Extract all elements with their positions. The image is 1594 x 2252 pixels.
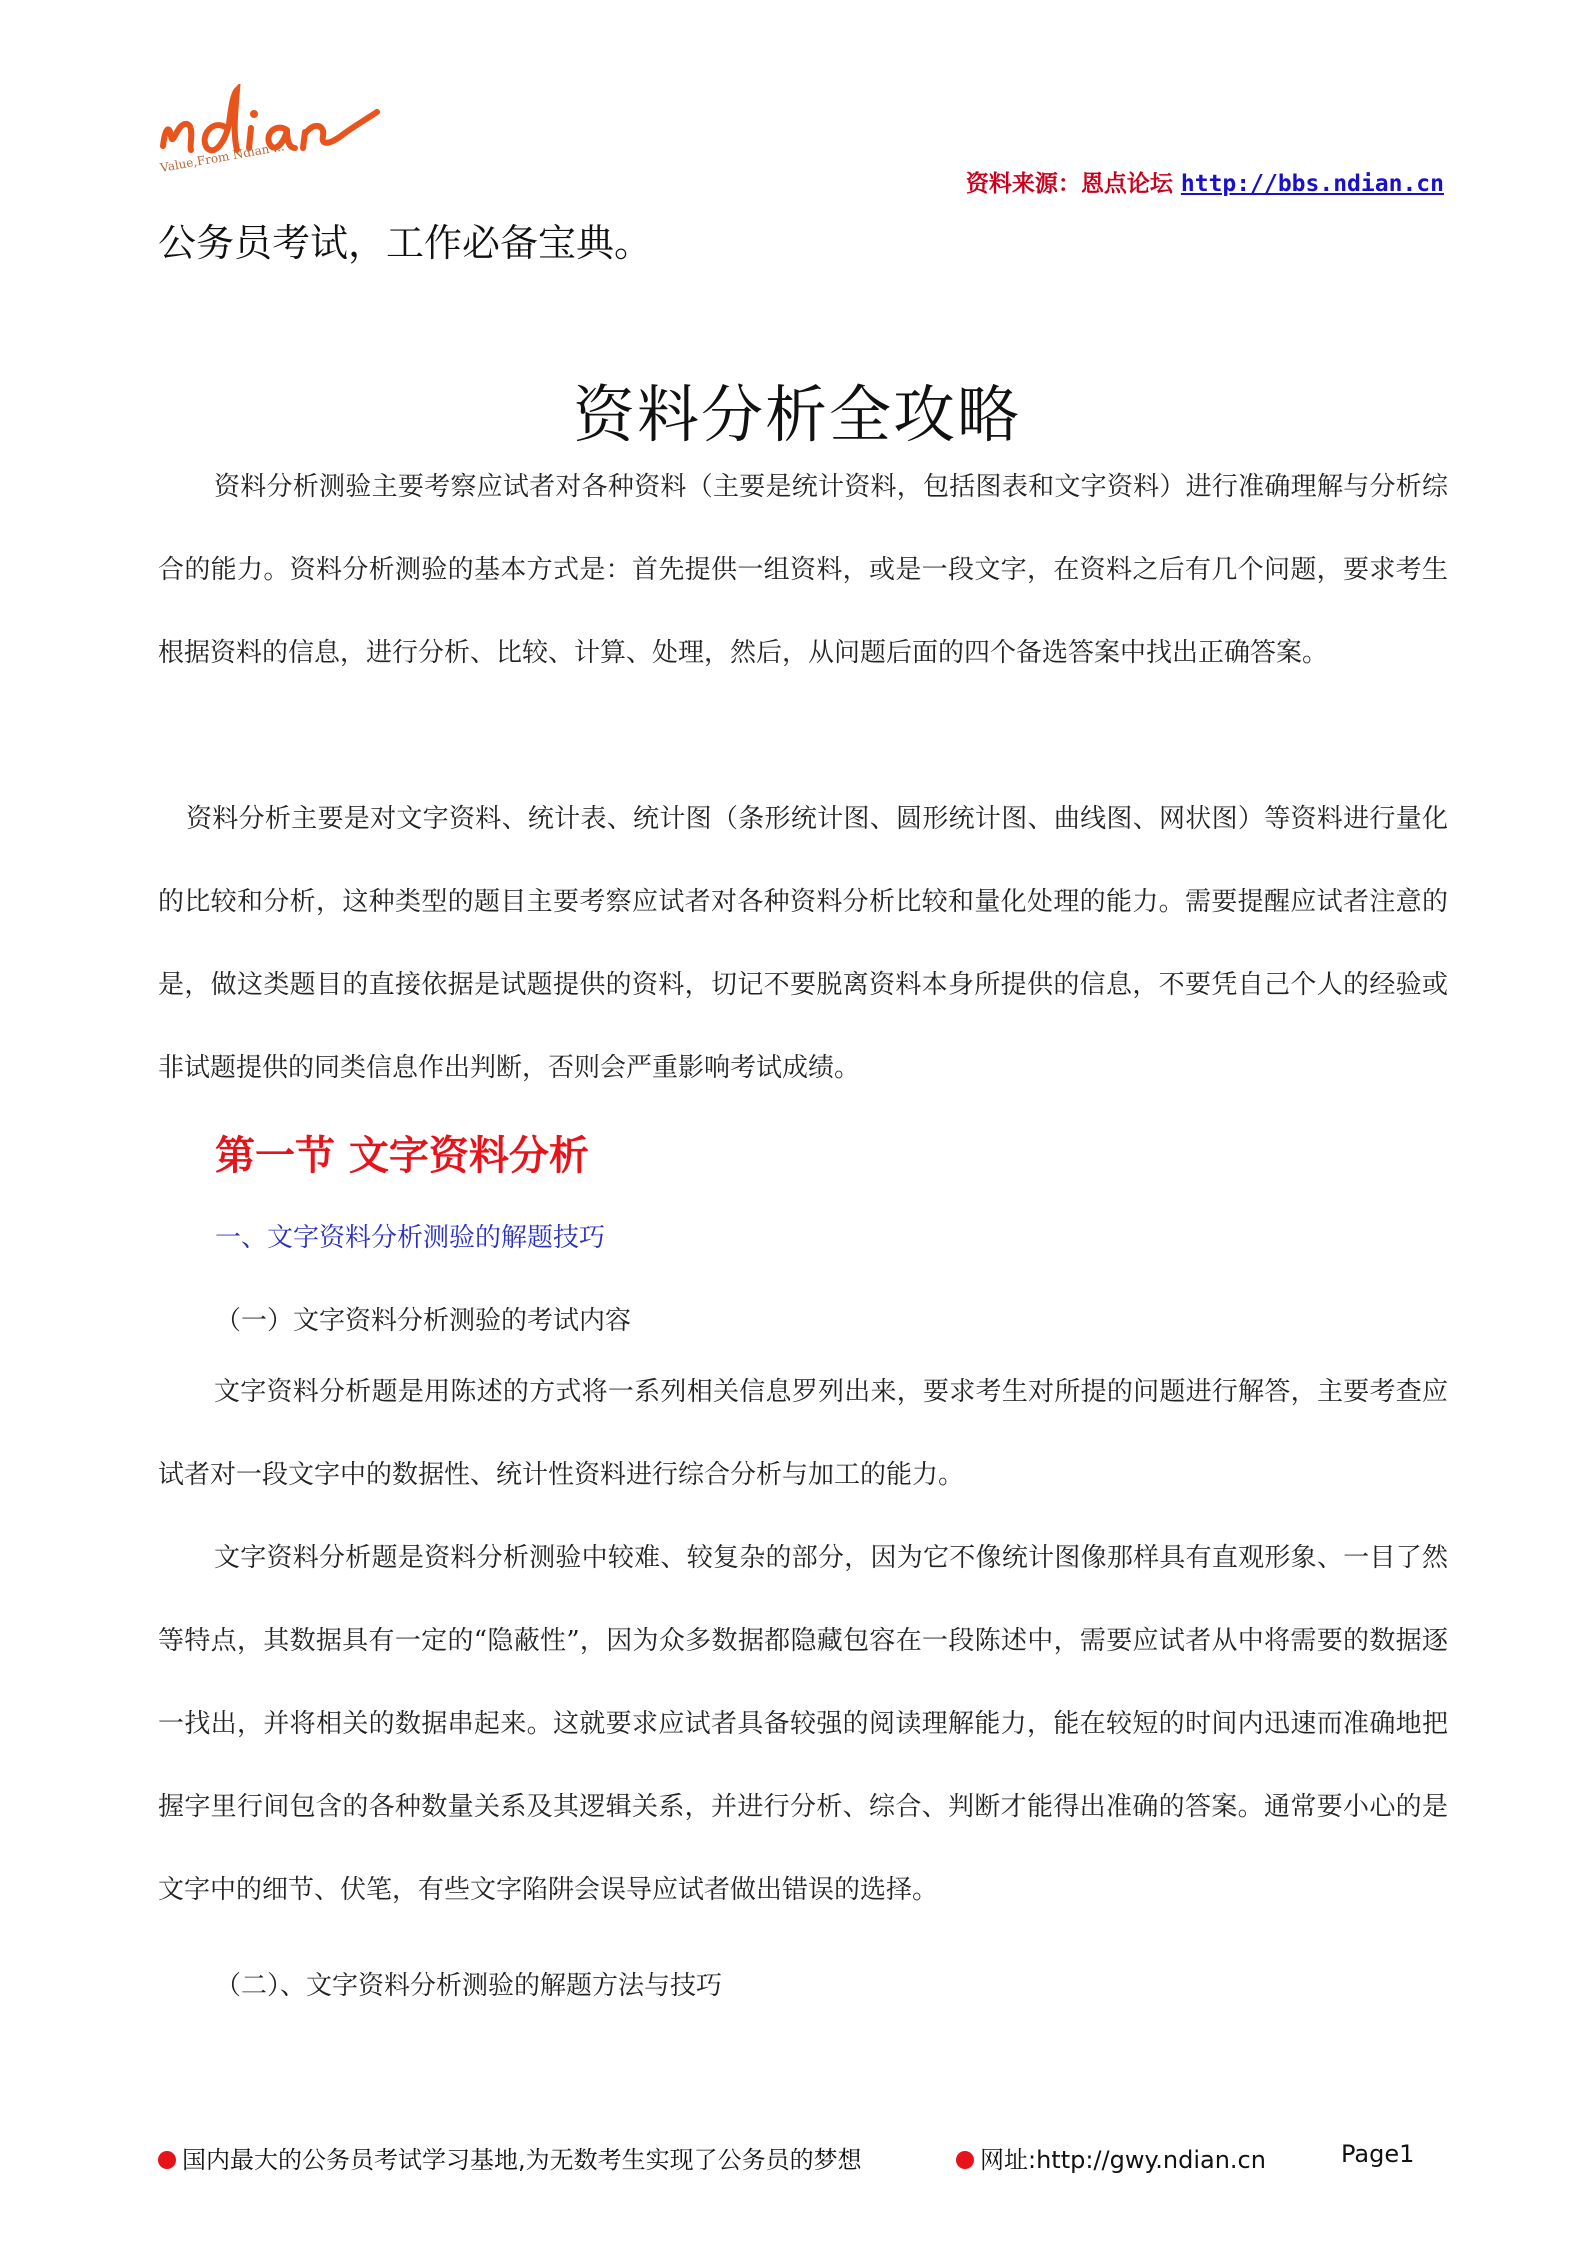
section-subtitle: 一、文字资料分析测验的解题技巧: [215, 1223, 606, 1253]
source-link[interactable]: http://bbs.ndian.cn: [1180, 171, 1444, 197]
ndian-logo: [155, 84, 385, 184]
section-title: 第一节 文字资料分析: [215, 1133, 589, 1179]
footer-site[interactable]: 网址:http://gwy.ndian.cn: [980, 2146, 1266, 2174]
subsection-heading-1: （一）文字资料分析测验的考试内容: [215, 1306, 632, 1336]
body-paragraph-2: 文字资料分析题是资料分析测验中较难、较复杂的部分，因为它不像统计图像那样具有直观形象、一目了然等特点，其数据具有一定的“隐蔽性”，因为众多数据都隐藏包容在一段陈述中，需要应试者从中将需要的数据逐一找出，并将相关的数据串起来。这就要求应试者具备较强的阅读理解能力，能在较短的时间内迅速而准确地把握字里行间包含的各种数量关系及其逻辑关系，并进行分析、综合、判断才能得出准确的答案。通常要小心的是文字中的细节、伏笔，有些文字陷阱会误导应试者做出错误的选择。: [158, 1543, 1448, 1905]
svg-text:Value,From Ndian ...: Value,From Ndian ...: [159, 139, 286, 175]
tagline: 公务员考试，工作必备宝典。: [158, 221, 653, 265]
footer-slogan-item: [158, 2140, 862, 2175]
page-footer: [158, 2140, 1448, 2176]
source-line: [966, 165, 1444, 198]
subsection-heading-2: （二）、文字资料分析测验的解题方法与技巧: [215, 1971, 723, 2001]
footer-site-item: [956, 2140, 1266, 2175]
intro-paragraph-1: 资料分析测验主要考察应试者对各种资料（主要是统计资料，包括图表和文字资料）进行准确理解与分析综合的能力。资料分析测验的基本方式是：首先提供一组资料，或是一段文字，在资料之后有几个问题，要求考生根据资料的信息，进行分析、比较、计算、处理，然后，从问题后面的四个备选答案中找出正确答案。: [158, 472, 1448, 668]
source-label: 资料来源：恩点论坛: [965, 171, 1173, 197]
document-title: 资料分析全攻略: [572, 378, 1021, 451]
red-bullet-icon: [956, 2151, 974, 2169]
body-paragraph-1: 文字资料分析题是用陈述的方式将一系列相关信息罗列出来，要求考生对所提的问题进行解答，主要考查应试者对一段文字中的数据性、统计性资料进行综合分析与加工的能力。: [158, 1377, 1448, 1490]
page-number: Page1: [1341, 2140, 1415, 2168]
intro-paragraph-2: 资料分析主要是对文字资料、统计表、统计图（条形统计图、圆形统计图、曲线图、网状图）等资料进行量化的比较和分析，这种类型的题目主要考察应试者对各种资料分析比较和量化处理的能力。需要提醒应试者注意的是，做这类题目的直接依据是试题提供的资料，切记不要脱离资料本身所提供的信息，不要凭自己个人的经验或非试题提供的同类信息作出判断，否则会严重影响考试成绩。: [158, 804, 1448, 1083]
footer-slogan: 国内最大的公务员考试学习基地,为无数考生实现了公务员的梦想: [182, 2146, 862, 2174]
red-bullet-icon: [158, 2151, 176, 2169]
